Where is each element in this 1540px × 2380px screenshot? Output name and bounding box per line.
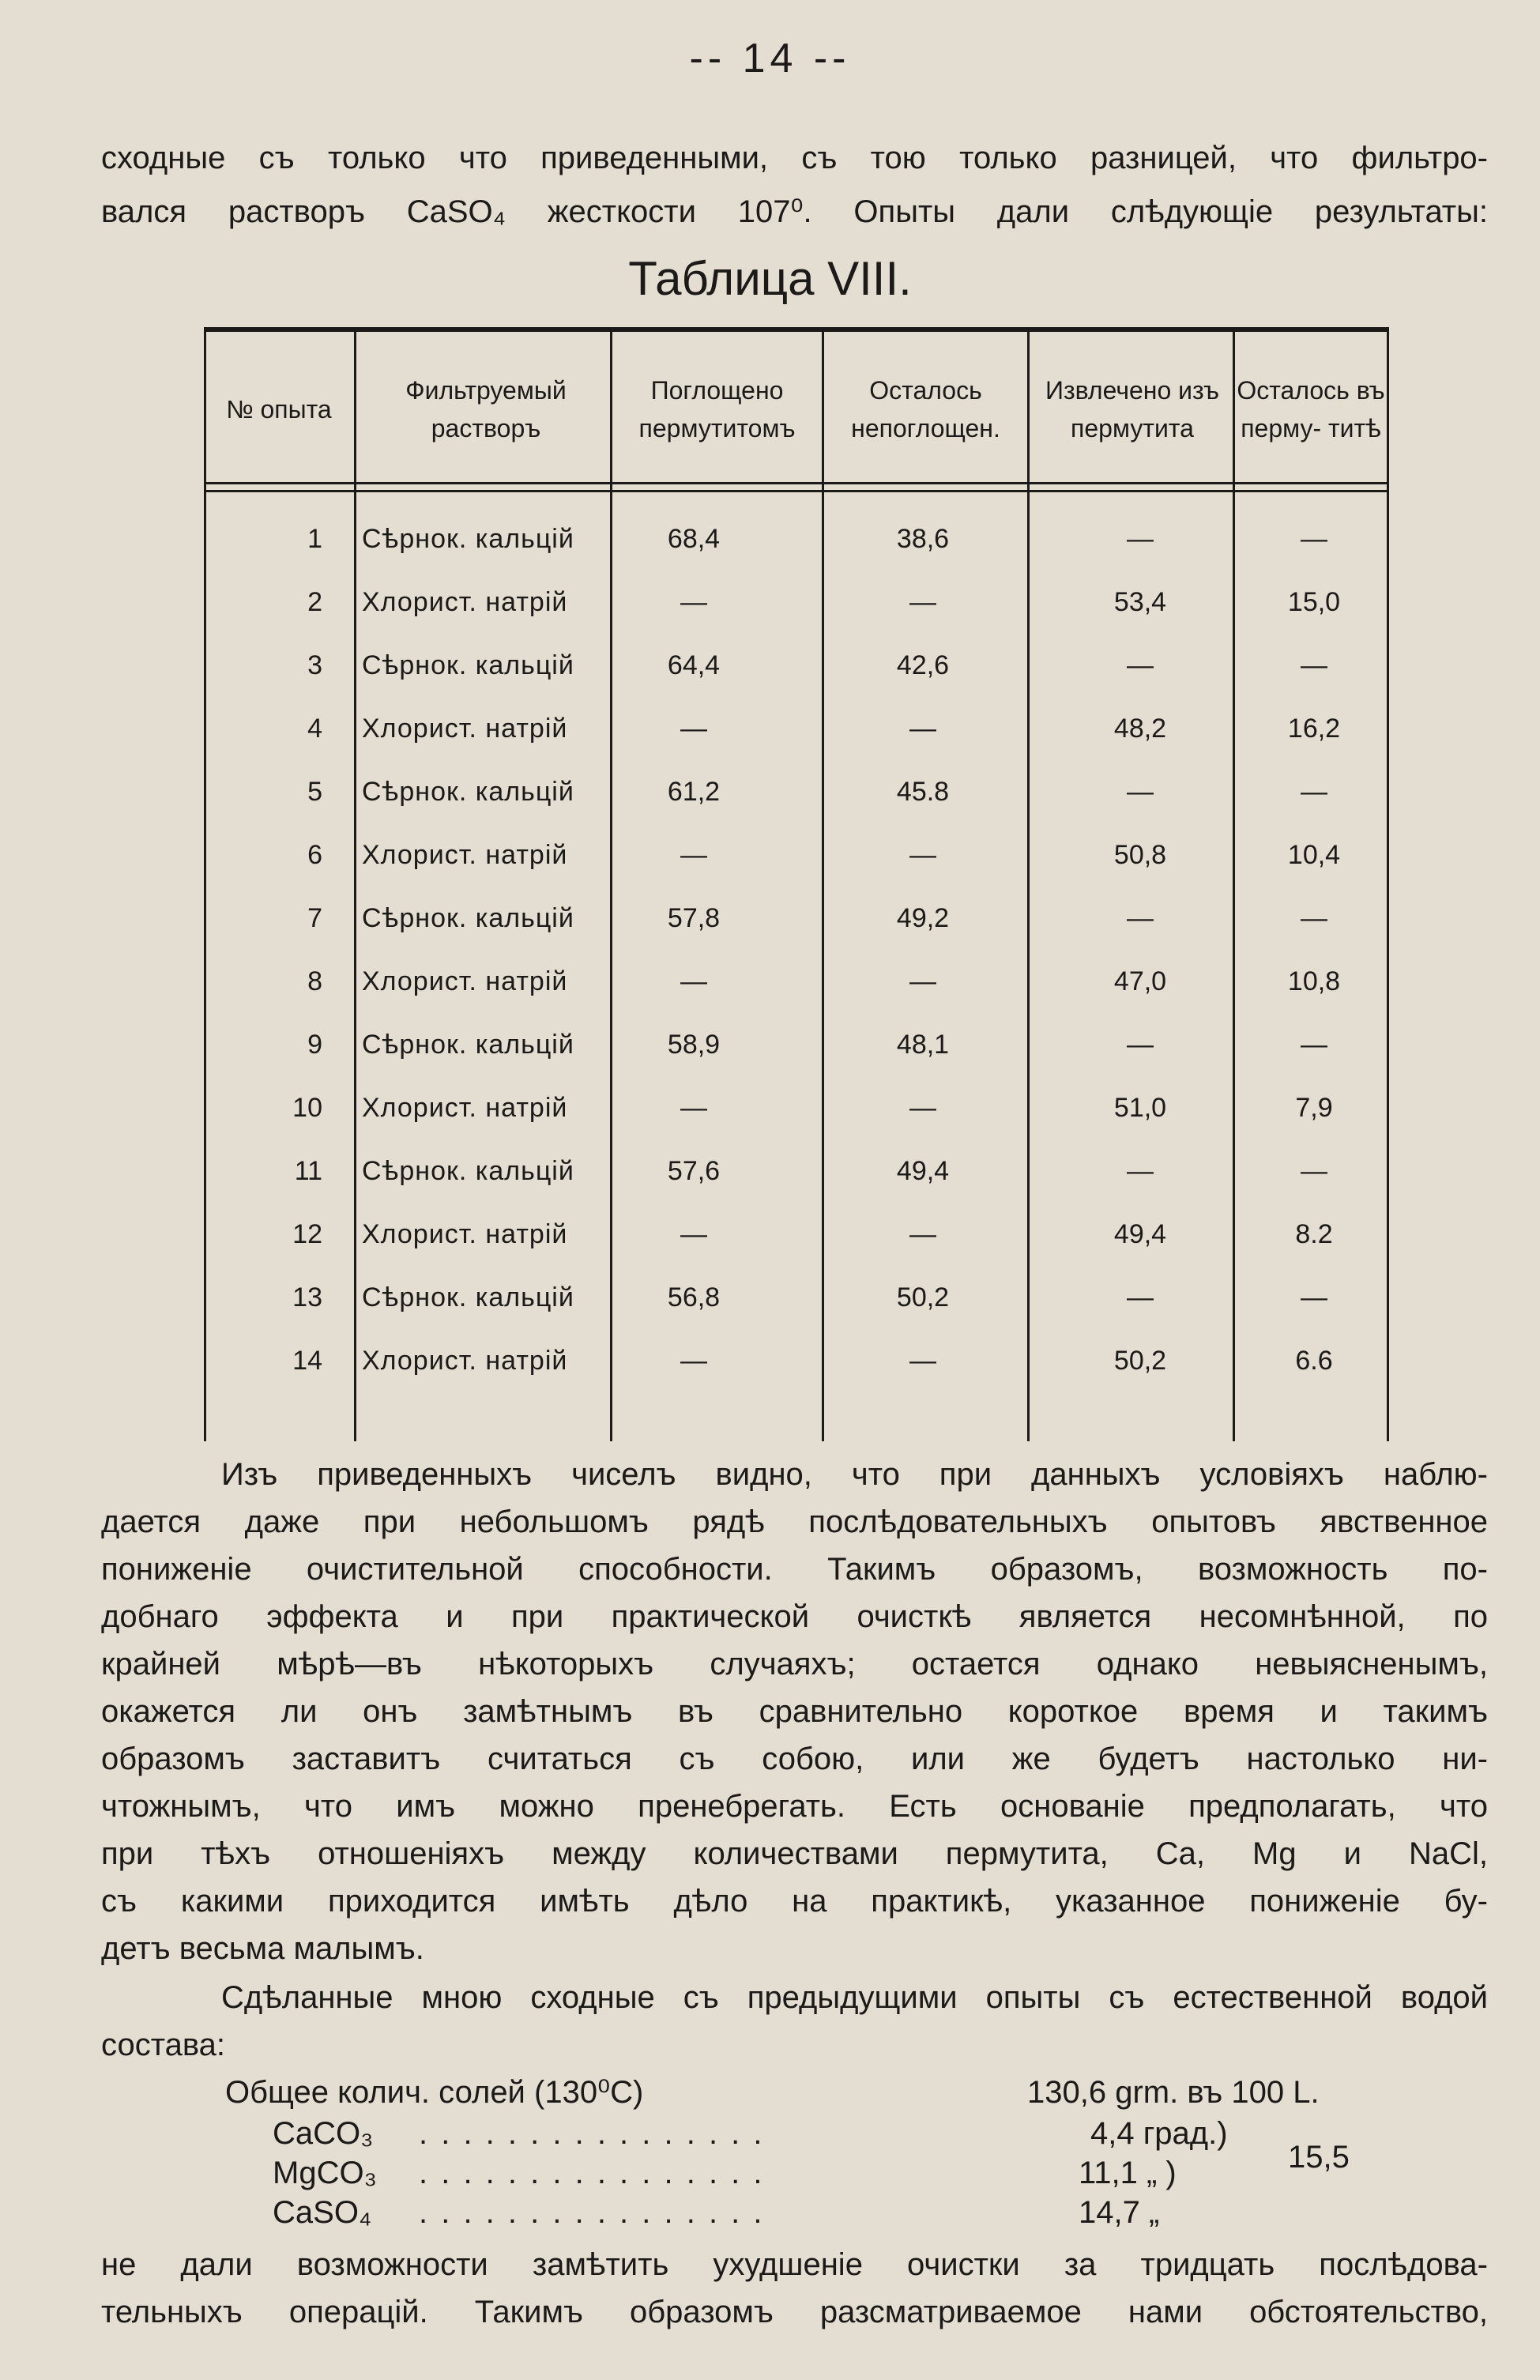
page-number: -- 14 -- — [689, 36, 851, 81]
table-row — [204, 634, 1389, 697]
row-solution: Хлорист. натрій — [362, 1346, 568, 1376]
value-caco3: 4,4 град.) — [1090, 2116, 1228, 2151]
row-number: 4 — [307, 714, 322, 744]
row-unabsorbed: — — [909, 1219, 936, 1249]
table-row — [204, 697, 1389, 760]
row-number: 10 — [292, 1093, 322, 1123]
paragraph-line: образомъ заставитъ считаться съ собою, или же будетъ настолько ни- — [101, 1742, 1488, 1776]
results-table — [204, 327, 1389, 1441]
row-solution: Сѣрнок. кальцій — [362, 1282, 574, 1312]
row-number: 6 — [307, 840, 322, 870]
row-extracted: 51,0 — [1113, 1093, 1167, 1123]
row-extracted: — — [1127, 777, 1154, 807]
row-absorbed: — — [680, 587, 707, 617]
row-extracted: 53,4 — [1113, 587, 1167, 617]
row-absorbed: 61,2 — [667, 777, 721, 807]
row-absorbed: 56,8 — [667, 1282, 721, 1312]
row-extracted: 49,4 — [1113, 1219, 1167, 1249]
table-row — [204, 1329, 1389, 1392]
paragraph-line: детъ весьма малымъ. — [101, 1931, 424, 1966]
header-rule — [204, 482, 1389, 484]
row-absorbed: — — [680, 1093, 707, 1123]
row-number: 8 — [307, 966, 322, 996]
row-unabsorbed: 48,1 — [896, 1030, 950, 1060]
row-absorbed: 57,8 — [667, 903, 721, 933]
row-absorbed: — — [680, 840, 707, 870]
paragraph-line: не дали возможности замѣтить ухудшеніе очистки за тридцать послѣдова- — [101, 2247, 1488, 2282]
row-number: 11 — [294, 1156, 322, 1186]
paragraph-line: съ какими приходится имѣть дѣло на практикѣ, указанное пониженіе бу- — [101, 1884, 1488, 1919]
row-solution: Сѣрнок. кальцій — [362, 524, 574, 554]
table-row — [204, 1203, 1389, 1266]
row-extracted: 47,0 — [1113, 966, 1167, 996]
row-remaining: 16,2 — [1287, 714, 1341, 744]
row-solution: Сѣрнок. кальцій — [362, 777, 574, 807]
leader-dots: . . . . . . . . . . . . . . . . — [419, 2116, 765, 2151]
header-remaining: Осталось въ перму- титѣ — [1237, 376, 1385, 442]
row-unabsorbed: 38,6 — [896, 524, 950, 554]
row-absorbed: 68,4 — [667, 524, 721, 554]
table-row — [204, 1139, 1389, 1203]
row-extracted: — — [1127, 1030, 1154, 1060]
row-number: 13 — [292, 1282, 322, 1312]
table-top-rule — [204, 327, 1389, 332]
row-remaining: 6.6 — [1295, 1346, 1333, 1376]
paragraph-line: тельныхъ операцій. Такимъ образомъ разсматриваемое нами обстоятельство, — [101, 2295, 1488, 2329]
total-salts-value: 130,6 grm. въ 100 L. — [1027, 2075, 1320, 2110]
table-row — [204, 507, 1389, 571]
row-number: 7 — [307, 903, 322, 933]
table-row — [204, 887, 1389, 950]
table-row — [204, 571, 1389, 634]
formula-caco3: CaCO₃ — [273, 2116, 374, 2151]
intro-line-1: сходные съ только что приведенными, съ тою только разницей, что фильтро- — [101, 141, 1488, 175]
row-solution: Сѣрнок. кальцій — [362, 650, 574, 680]
row-number: 5 — [307, 777, 322, 807]
row-absorbed: 57,6 — [667, 1156, 721, 1186]
row-unabsorbed: — — [909, 1093, 936, 1123]
row-solution: Хлорист. натрій — [362, 840, 568, 870]
row-remaining: — — [1301, 524, 1327, 554]
row-extracted: — — [1127, 1156, 1154, 1186]
row-unabsorbed: 45.8 — [896, 777, 950, 807]
row-solution: Хлорист. натрій — [362, 587, 568, 617]
row-number: 3 — [307, 650, 322, 680]
table-row — [204, 950, 1389, 1013]
row-extracted: — — [1127, 1282, 1154, 1312]
formula-caso4: CaSO₄ — [273, 2195, 372, 2230]
header-absorbed: Поглощено пермутитомъ — [638, 376, 796, 442]
table-row — [204, 1076, 1389, 1139]
paragraph-line: крайней мѣрѣ—въ нѣкоторыхъ случаяхъ; остается однако невыясненымъ, — [101, 1647, 1488, 1681]
row-solution: Хлорист. натрій — [362, 966, 568, 996]
paragraph-line: Изъ приведенныхъ чиселъ видно, что при данныхъ условіяхъ наблю- — [221, 1457, 1488, 1492]
row-extracted: — — [1127, 524, 1154, 554]
row-number: 2 — [307, 587, 322, 617]
table-row — [204, 1013, 1389, 1076]
header-solution: Фильтруемый растворъ — [405, 376, 567, 442]
header-rule — [204, 490, 1389, 492]
row-remaining: — — [1301, 1282, 1327, 1312]
row-solution: Сѣрнок. кальцій — [362, 1156, 574, 1186]
row-remaining: 7,9 — [1295, 1093, 1333, 1123]
row-extracted: 50,8 — [1113, 840, 1167, 870]
header-number: № опыта — [226, 395, 332, 424]
value-mgco3: 11,1 „ ) — [1079, 2156, 1177, 2190]
paragraph-line: при тѣхъ отношеніяхъ между количествами пермутита, Ca, Mg и NaCl, — [101, 1836, 1488, 1871]
formula-mgco3: MgCO₃ — [273, 2156, 377, 2190]
row-unabsorbed: — — [909, 587, 936, 617]
row-extracted: 50,2 — [1113, 1346, 1167, 1376]
row-absorbed: — — [680, 1219, 707, 1249]
row-solution: Хлорист. натрій — [362, 1093, 568, 1123]
header-extracted: Извлечено изъ пермутита — [1045, 376, 1219, 442]
row-absorbed: — — [680, 966, 707, 996]
row-number: 12 — [292, 1219, 322, 1249]
header-unabsorbed: Осталось непоглощен. — [851, 376, 1000, 442]
row-remaining: 10,4 — [1287, 840, 1341, 870]
row-remaining: — — [1301, 1156, 1327, 1186]
row-absorbed: 64,4 — [667, 650, 721, 680]
table-row — [204, 823, 1389, 887]
row-unabsorbed: 49,2 — [896, 903, 950, 933]
row-extracted: — — [1127, 650, 1154, 680]
row-absorbed: 58,9 — [667, 1030, 721, 1060]
row-number: 14 — [292, 1346, 322, 1376]
row-number: 1 — [307, 524, 322, 554]
paragraph-line: пониженіе очистительной способности. Такимъ образомъ, возможность по- — [101, 1552, 1488, 1587]
row-remaining: — — [1301, 1030, 1327, 1060]
leader-dots: . . . . . . . . . . . . . . . . — [419, 2156, 765, 2190]
paragraph-line: добнаго эффекта и при практической очисткѣ является несомнѣнной, по — [101, 1599, 1488, 1634]
row-remaining: 10,8 — [1287, 966, 1341, 996]
row-unabsorbed: 42,6 — [896, 650, 950, 680]
row-remaining: — — [1301, 650, 1327, 680]
row-remaining: 8.2 — [1295, 1219, 1333, 1249]
row-absorbed: — — [680, 714, 707, 744]
paragraph-line: чтожнымъ, что имъ можно пренебрегать. Есть основаніе предполагать, что — [101, 1789, 1488, 1824]
row-unabsorbed: 50,2 — [896, 1282, 950, 1312]
row-unabsorbed: — — [909, 966, 936, 996]
row-number: 9 — [307, 1030, 322, 1060]
row-solution: Хлорист. натрій — [362, 714, 568, 744]
table-row — [204, 1266, 1389, 1329]
paragraph-line: состава: — [101, 2028, 225, 2062]
paragraph-line: дается даже при небольшомъ рядѣ послѣдовательныхъ опытовъ явственное — [101, 1504, 1488, 1539]
row-extracted: 48,2 — [1113, 714, 1167, 744]
intro-line-2: вался растворъ CaSO₄ жесткости 107⁰. Опыты дали слѣдующіе результаты: — [101, 194, 1488, 229]
table-row — [204, 760, 1389, 823]
table-title: Таблица VIII. — [628, 252, 912, 305]
row-solution: Сѣрнок. кальцій — [362, 1030, 574, 1060]
row-extracted: — — [1127, 903, 1154, 933]
row-unabsorbed: — — [909, 1346, 936, 1376]
paragraph-line: Сдѣланные мною сходные съ предыдущими опыты съ естественной водой — [221, 1980, 1488, 2015]
total-salts-label: Общее колич. солей (130⁰C) — [225, 2075, 644, 2110]
row-remaining: 15,0 — [1287, 587, 1341, 617]
row-solution: Сѣрнок. кальцій — [362, 903, 574, 933]
row-solution: Хлорист. натрій — [362, 1219, 568, 1249]
bracket-sum: 15,5 — [1288, 2140, 1350, 2175]
paragraph-line: окажется ли онъ замѣтнымъ въ сравнительно короткое время и такимъ — [101, 1694, 1488, 1729]
row-unabsorbed: — — [909, 714, 936, 744]
row-unabsorbed: — — [909, 840, 936, 870]
row-remaining: — — [1301, 903, 1327, 933]
value-caso4: 14,7 „ — [1079, 2195, 1160, 2230]
row-absorbed: — — [680, 1346, 707, 1376]
row-unabsorbed: 49,4 — [896, 1156, 950, 1186]
row-remaining: — — [1301, 777, 1327, 807]
leader-dots: . . . . . . . . . . . . . . . . — [419, 2195, 765, 2230]
